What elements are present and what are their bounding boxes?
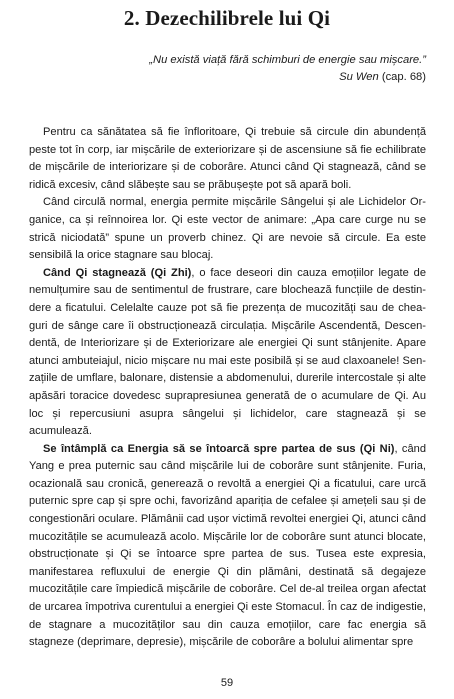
body-text (29, 124, 426, 652)
epigraph (46, 52, 426, 86)
paragraph-lead: Când Qi stagnează (Qi Zhi) (43, 266, 192, 279)
epigraph-source-ref: (cap. 68) (381, 71, 426, 83)
paragraph-text: Pentru ca sănătatea să fie înfloritoare, Qi trebuie să circule din abundență peste tot în corp, iar mișcările de exteriorizare și de ascensiune să fie echilibrate de mișcările de interiorizare și de coborâre. Atunci când Qi stagnează, când se ridică excesiv, când slăbește sau se prăbușește pot să apară boli. (29, 126, 426, 191)
page-number: 59 (220, 677, 234, 689)
paragraph-text: , o face deseori din cauza emoțiilor legate de nemulțumire sau de sentimentul de frustrare, care blochează funcțiile de destindere a ficatului. Celelalte cauze pot să fie prezența de mucozități sau de cheaguri de sânge care îi obstrucționează circulația. Mișcările Ascendentă, Descendentă, de Interiorizare și de Exteriorizare ale energiei Qi sunt stânjenite. Apare atunci ambuteiajul, nicio mișcare nu mai este posibilă și se aud claxoanele! Senzațiile de umflare, balonare, distensie a abdomenului, durerile intercostale și alte apăsări toracice dovedesc suprapresiunea generată de o acumulare de Qi. Au loc și repercusiuni asupra sângelui și lichidelor, care stagnează și se acumulează. (29, 266, 426, 438)
epigraph-source-title: Su Wen (339, 71, 379, 83)
paragraph-text: , când Yang e prea puternic sau când mișcările lui de coborâre sunt stânjenite. Furia, ocazională sau cronică, generează o revoltă a energiei Qi a ficatului, care urcă puternic spre cap și spre ochi, favorizând apariția de cefalee și amețeli sau și de congestionări oculare. Plămânii cad ușor victimă revoltei energiei Qi, atunci când mucozitățile se acumulează acolo. Mișcările lor de coborâre sunt atunci blocate, obstrucționate și Qi se întoarce spre partea de sus. Tusea este expresia, manifestarea refluxului de energie Qi din plămâni, destinată să degajeze mucozitățile care împiedică mișcările de coborâre. Cel de-al treilea organ afectat de urcarea împotriva curentului a energiei Qi este Stomacul. În caz de indigestie, de stagnare a mucozităților sau din cauza emoțiilor, care fac energia să stagneze (deprimare, depresie), mișcările de coborâre a bolului alimentar spre (29, 442, 426, 649)
paragraph-text: Când circulă normal, energia permite mișcările Sângelui și ale Lichidelor Organice, ca și reînnoirea lor. Qi este vector de animare: „Apa care curge nu se strică niciodată” spune un proverb chinez. Qi are nevoie să circule. Ea este sensibilă la orice stagnare sau blocaj. (29, 196, 426, 262)
epigraph-source (46, 69, 426, 86)
paragraph (29, 441, 426, 652)
paragraph-lead: Se întâmplă ca Energia să se întoarcă spre partea de sus (Qi Ni) (43, 442, 395, 455)
chapter-title: 2. Dezechilibrele lui Qi (123, 6, 331, 30)
paragraph (29, 124, 426, 194)
epigraph-quote: „Nu există viață fără schimburi de energie sau mișcare.” (149, 54, 426, 66)
paragraph (29, 265, 426, 441)
paragraph (29, 194, 426, 264)
